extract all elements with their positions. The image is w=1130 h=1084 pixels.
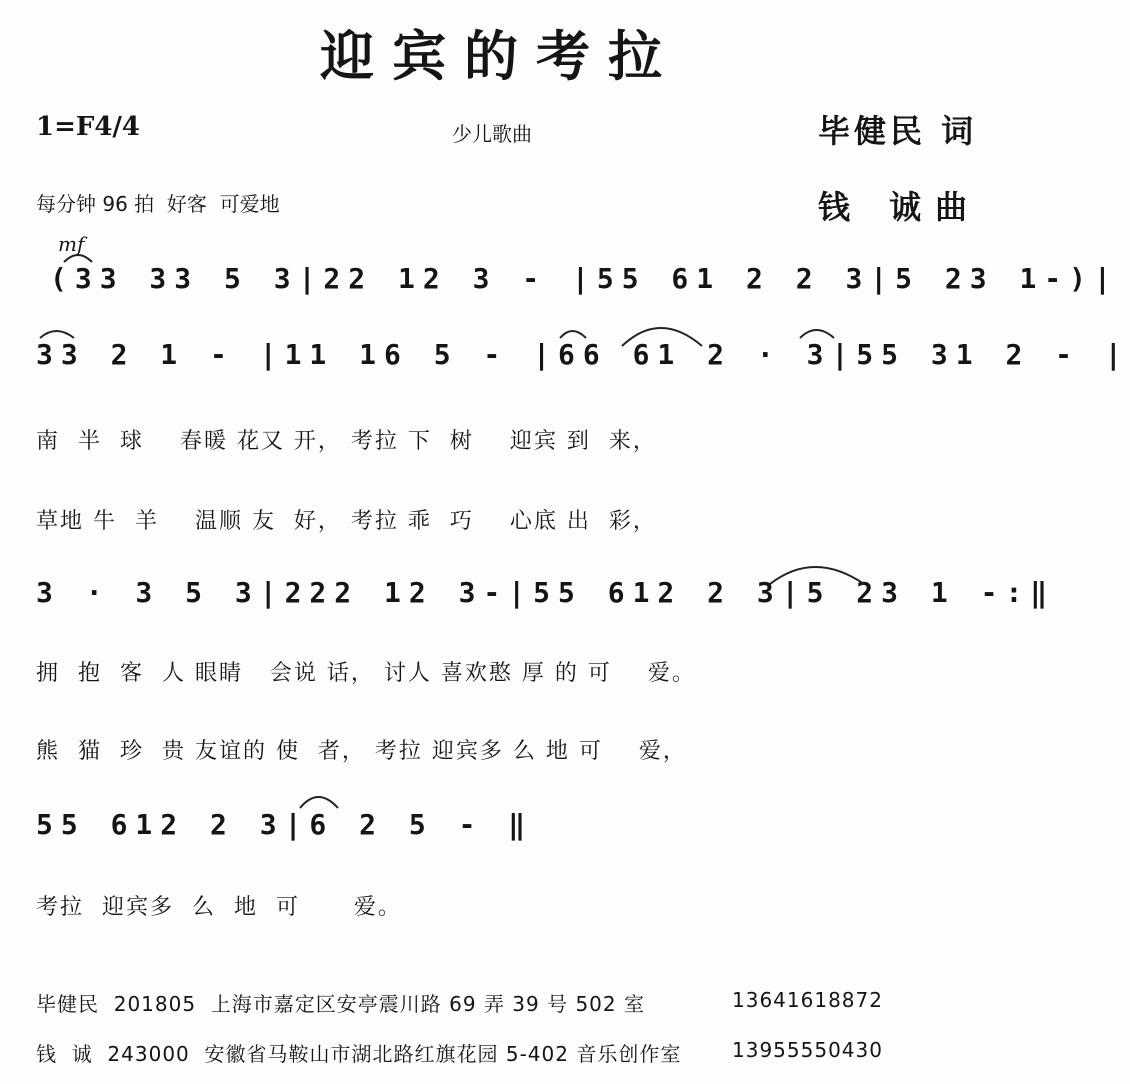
lyric-coda: 考拉 迎宾多 么 地 可 爱。: [36, 895, 402, 920]
genre-label: 少儿歌曲: [452, 122, 532, 146]
slur-1: [64, 255, 92, 262]
slur-2: [40, 331, 74, 338]
contact-lyricist-phone: 13641618872: [732, 988, 883, 1012]
notation-line-4: 55 612 2 3|6 2 5 - ‖: [36, 808, 534, 841]
slur-7: [300, 797, 338, 808]
lyric-verse2-line2: 熊 猫 珍 贵 友谊的 使 者， 考拉 迎宾多 么 地 可 爱，: [36, 739, 687, 764]
contact-composer-info: 钱 诚 243000 安徽省马鞍山市湖北路红旗花园 5-402 音乐创作室: [36, 1042, 682, 1066]
contact-composer-phone: 13955550430: [732, 1038, 883, 1062]
lyric-verse2-line1: 草地 牛 羊 温顺 友 好， 考拉 乖 巧 心底 出 彩，: [36, 509, 657, 534]
song-title: 迎宾的考拉: [320, 24, 680, 88]
composer-credit: 钱 诚曲: [818, 188, 982, 226]
slur-5: [800, 330, 834, 338]
lyricist-credit: 毕健民 词: [818, 112, 978, 150]
slur-3: [560, 331, 586, 338]
key-signature: 1=F4/4: [36, 112, 141, 142]
tempo-marking: 每分钟 96 拍 好客 可爱地: [36, 192, 280, 216]
notation-line-2: 33 2 1 - |11 16 5 - |66 61 2 · 3|55 31 2 - |: [36, 338, 1130, 371]
notation-line-1: (33 33 5 3|22 12 3 - |55 61 2 2 3|5 23 1-)|: [50, 262, 1119, 295]
contact-lyricist-info: 毕健民 201805 上海市嘉定区安亭震川路 69 弄 39 号 502 室: [36, 992, 645, 1016]
lyric-verse1-line1: 南 半 球 春暖 花又 开， 考拉 下 树 迎宾 到 来，: [36, 429, 657, 454]
dynamic-marking: mf: [58, 232, 85, 256]
notation-line-3: 3 · 3 5 3|222 12 3-|55 612 2 3|5 23 1 -:‖: [36, 576, 1056, 609]
lyric-verse1-line2: 拥 抱 客 人 眼睛 会说 话， 讨人 喜欢憨 厚 的 可 爱。: [36, 661, 696, 686]
